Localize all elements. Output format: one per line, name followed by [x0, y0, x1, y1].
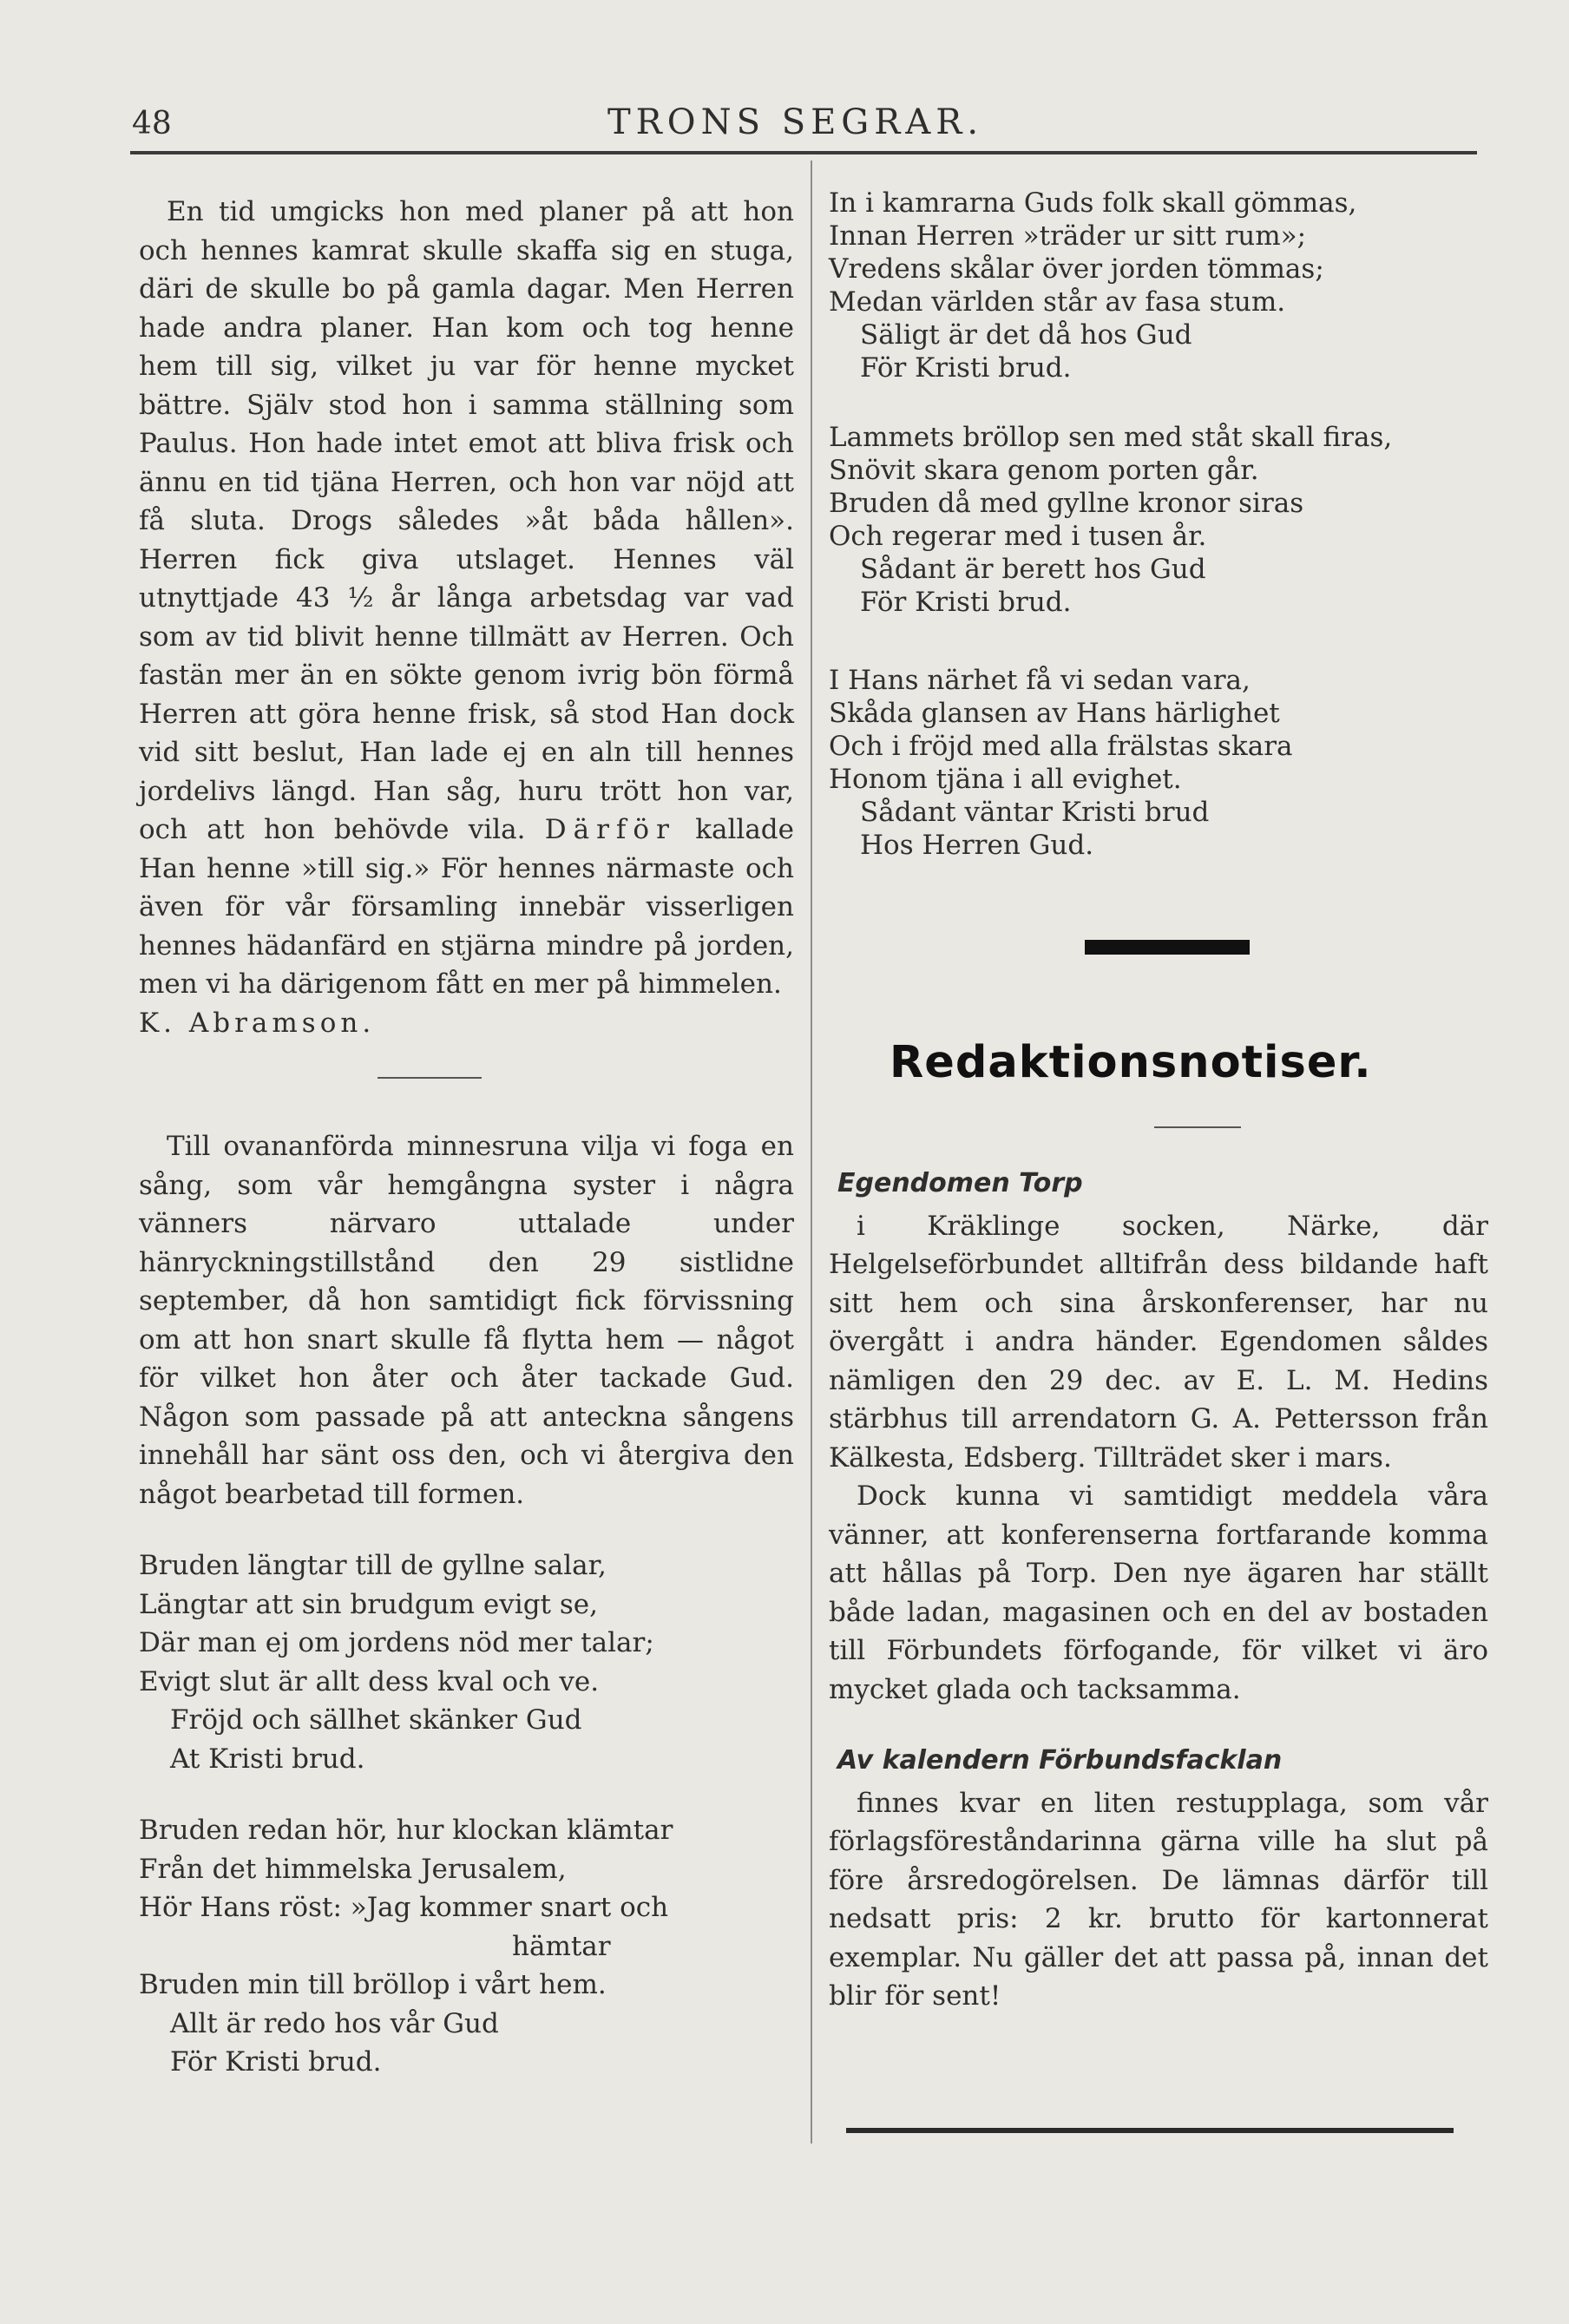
- poem-stanza-1: [139, 1546, 794, 1778]
- poem-stanza-2: [139, 1811, 794, 2082]
- poem-line: För Kristi brud.: [170, 2046, 382, 2078]
- poem-line: Vredens skålar över jorden tömmas;: [829, 253, 1324, 285]
- poem-stanza-3: [829, 187, 1488, 384]
- poem-line: Där man ej om jordens nöd mer talar;: [139, 1627, 654, 1658]
- note-paragraph: finnes kvar en liten restupplaga, som vår förlagsföreståndarinna gärna ville ha slut på före årsredogörelsen. De lämnas därför till nedsatt pris: 2 kr. brutto för kartonnerat exemplar. Nu gäller det att passa på, innan det blir för sent!: [829, 1787, 1488, 2012]
- poem-line: In i kamrarna Guds folk skall gömmas,: [829, 187, 1357, 219]
- poem-line: Säligt är det då hos Gud: [860, 319, 1192, 351]
- obituary-signature: K. Abramson.: [139, 1007, 376, 1039]
- poem-line: Sådant är berett hos Gud: [860, 554, 1206, 585]
- poem-line: Längtar att sin brudgum evigt se,: [139, 1588, 598, 1620]
- poem-line: I Hans närhet få vi sedan vara,: [829, 665, 1251, 696]
- poem-line: Från det himmelska Jerusalem,: [139, 1853, 567, 1885]
- poem-line: Hos Herren Gud.: [860, 830, 1094, 861]
- poem-line: Sådant väntar Kristi brud: [860, 797, 1210, 828]
- obituary-emphasis: Därför: [544, 814, 676, 845]
- poem-line: Bruden längtar till de gyllne salar,: [139, 1550, 607, 1581]
- poem-line: Honom tjäna i all evighet.: [829, 764, 1182, 795]
- left-column: [139, 193, 794, 2082]
- poem-line: Snövit skara genom porten går.: [829, 455, 1259, 486]
- note-paragraph: i Kräklinge socken, Närke, där Helgelseförbundet alltifrån dess bildande haft sitt hem och sina årskonferenser, har nu övergått i andra händer. Egendomen såldes nämligen den 29 dec. av E. L. M. Hedins stärbhus till arrendatorn G. A. Pettersson från Kälkesta, Edsberg. Tillträdet sker i mars.: [829, 1210, 1488, 1474]
- poem-line: Bruden min till bröllop i vårt hem.: [139, 1969, 607, 2000]
- poem-line: För Kristi brud.: [860, 587, 1072, 618]
- poem-line: Medan världen står av fasa stum.: [829, 286, 1286, 318]
- section-divider-bar: [1085, 940, 1250, 955]
- poem-stanza-5: [829, 664, 1488, 862]
- column-divider: [811, 161, 812, 2143]
- poem-line: Fröjd och sällhet skänker Gud: [170, 1704, 582, 1736]
- poem-line: Och i fröjd med alla frälstas skara: [829, 731, 1293, 762]
- poem-line: Lammets bröllop sen med ståt skall firas,: [829, 422, 1393, 453]
- section-heading: Redaktionsnotiser.: [890, 1037, 1372, 1088]
- poem-line: Och regerar med i tusen år.: [829, 521, 1207, 552]
- intro-paragraph: Till ovananförda minnesruna vilja vi foga en sång, som vår hemgångna syster i några vänners närvaro uttalade under hänryckningstillstånd den 29 sistlidne september, då hon samtidigt fick förvissning om att hon snart skulle få flytta hem — något för vilket hon åter och åter tackade Gud. Någon som passade på att anteckna sångens innehåll har sänt oss den, och vi återgiva den något bearbetad till formen.: [139, 1131, 794, 1510]
- heading-underline: [1154, 1126, 1241, 1128]
- note-title: Av kalendern Förbundsfacklan: [837, 1745, 1283, 1776]
- obituary-tail: kallade Han henne »till sig.» För hennes närmaste och även för vår församling innebär visserligen hennes hädanfärd en stjärna mindre på jorden, men vi ha därigenom fått en mer på himmelen.: [139, 814, 794, 1000]
- separator-rule: [377, 1077, 482, 1079]
- poem-line: Hör Hans röst: »Jag kommer snart och: [139, 1892, 669, 1923]
- note-title: Egendomen Torp: [837, 1168, 1083, 1198]
- bottom-rule: [846, 2128, 1454, 2133]
- poem-line: Allt är redo hos vår Gud: [170, 2007, 499, 2039]
- right-column-poem: [829, 187, 1488, 862]
- poem-stanza-4: [829, 421, 1488, 619]
- poem-line: För Kristi brud.: [860, 352, 1072, 384]
- obituary-text: En tid umgicks hon med planer på att hon och hennes kamrat skulle skaffa sig en stuga, däri de skulle bo på gamla dagar. Men Herren hade andra planer. Han kom och tog henne hem till sig, vilket ju var för henne mycket bättre. Själv stod hon i samma ställning som Paulus. Hon hade intet emot att bliva frisk och ännu en tid tjäna Herren, och hon var nöjd att få sluta. Drogs således »åt båda hållen». Herren fick giva utslaget. Hennes väl utnyttjade 43 ½ år långa arbetsdag var vad som av tid blivit henne tillmätt av Herren. Och fastän mer än en sökte genom ivrig bön förmå Herren att göra henne frisk, så stod Han dock vid sitt beslut, Han lade ej en aln till hennes jordelivs längd. Han såg, huru trött hon var, och att hon behövde vila.: [139, 196, 794, 845]
- obituary-paragraph: [139, 193, 794, 1004]
- page-number: 48: [132, 106, 172, 141]
- note-paragraph: Dock kunna vi samtidigt meddela våra vänner, att konferenserna fortfarande komma att hållas på Torp. Den nye ägaren har ställt både ladan, magasinen och en del av bostaden till Förbundets förfogande, för vilket vi äro mycket glada och tacksamma.: [829, 1480, 1488, 1705]
- running-title: TRONS SEGRAR.: [607, 102, 984, 142]
- poem-line: Bruden då med gyllne kronor siras: [829, 488, 1304, 519]
- poem-line: Evigt slut är allt dess kval och ve.: [139, 1665, 600, 1697]
- poem-line: Skåda glansen av Hans härlighet: [829, 698, 1280, 729]
- poem-line: Innan Herren »träder ur sitt rum»;: [829, 220, 1307, 252]
- poem-line: Bruden redan hör, hur klockan klämtar: [139, 1815, 673, 1846]
- poem-line: hämtar: [512, 1930, 611, 1962]
- header-rule: [130, 151, 1477, 154]
- right-column-notes: [829, 1165, 1488, 2016]
- poem-line: At Kristi brud.: [170, 1743, 365, 1775]
